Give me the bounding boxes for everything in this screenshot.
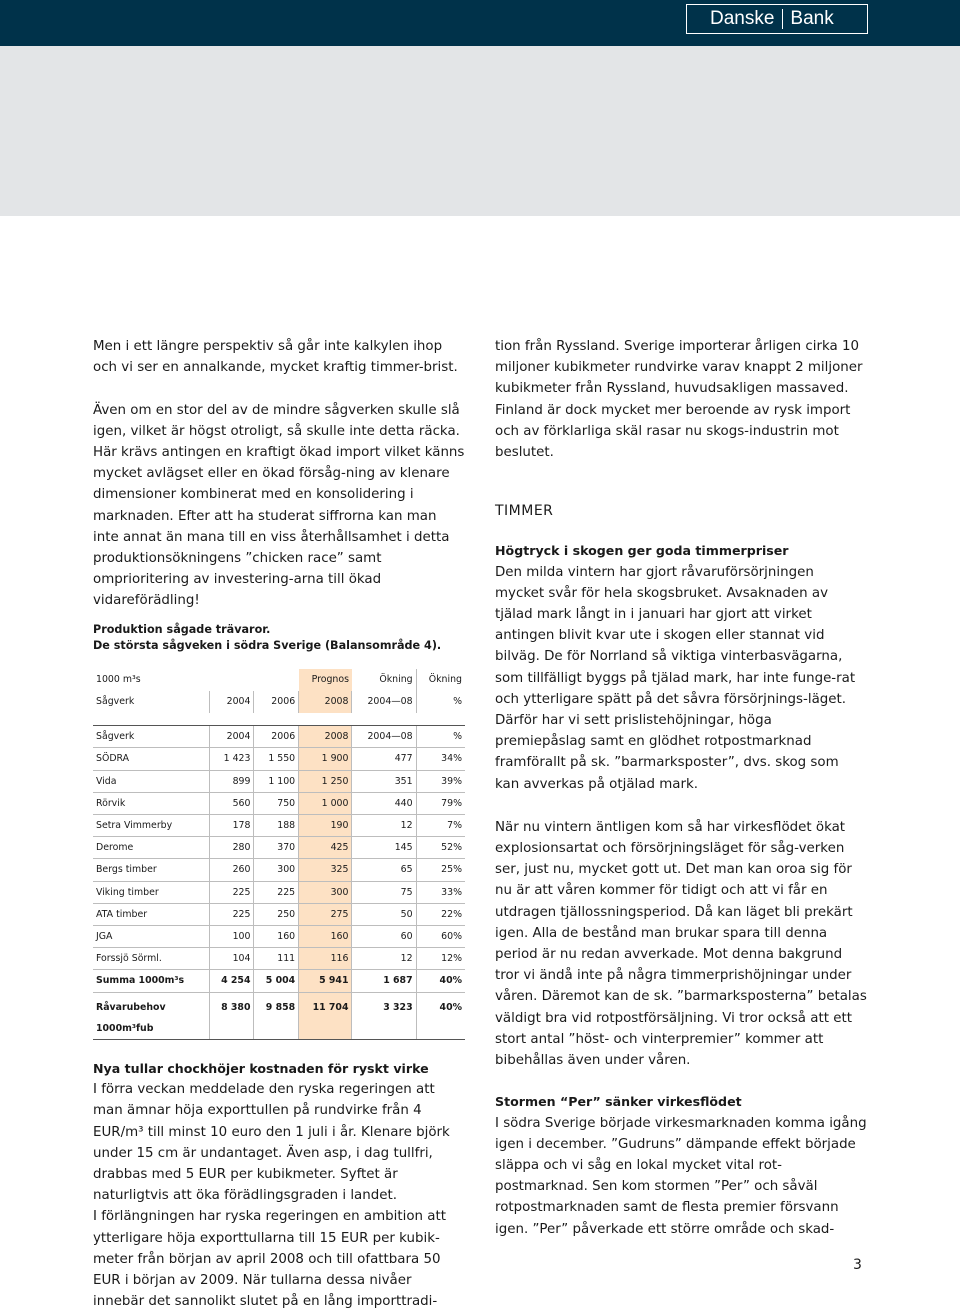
- left-paragraph-2: Även om en stor del av de mindre sågverken skulle slå igen, vilket är högst otroligt, så skulle inte detta räcka. Här krävs antingen en kraftigt ökad import vilket känns mycket avlägset eller en ökad försåg-ning av klenare dimensioner kombinerat med en konsolidering i marknaden. Efter att ha studerat siffrorna kan man inte annat än mana till en viss återhållsamhet i detta produktionsökningens ”chicken race” samt omprioritering av investering-arna till ökad vidareförädling!: [93, 402, 465, 609]
- head-2004: 2004: [209, 691, 254, 713]
- head-pct-top: Ökning: [416, 669, 465, 691]
- head-inc-top: Ökning: [379, 673, 413, 685]
- table-row: Vida 899 1 100 1 250 351 39%: [93, 770, 465, 792]
- right-paragraph-4: I södra Sverige började virkesmarknaden komma igång igen i december. ”Gudruns” dämpande effekt började släppa och vi såg en lokal mycket vital rot-postmarknad. Sen kom stormen ”Per” och såväl rotpostmarknaden samt de flesta premier försvann igen. ”Per” påverkade ett större område och skad-: [495, 1115, 867, 1237]
- head-sagverk: Sågverk: [96, 696, 135, 708]
- right-paragraph-1: tion från Ryssland. Sverige importerar årligen cirka 10 miljoner kubikmeter rundvirke varav knappt 2 miljoner kubikmeter från Ryssland, huvudsakligen massaved. Finland är dock mycket mer beroende av rysk import och av förklarliga skäl rasar nu skogs-industrin mot beslutet.: [495, 339, 863, 461]
- table-caption-2: De största sågveken i södra Sverige (Balansområde 4).: [93, 639, 442, 653]
- left-paragraph-4: I förlängningen har ryska regeringen en ambition att ytterligare höja exporttullarna till 15 EUR per kubik-meter från början av april 2008 och till ofattbara 50 EUR i början av 2009. När tullarna dessa nivåer innebär det sannolikt slutet på en lång importtradi-: [93, 1209, 446, 1310]
- logo-word-1: Danske: [710, 8, 775, 29]
- left-paragraph-3: I förra veckan meddelade den ryska regeringen att man ämnar höja exporttullen på rundvirke från 4 EUR/m³ till minst 10 euro den 1 juli i år. Klenare björk under 15 cm är undantaget. Även asp, i dag tullfri, drabbas med 5 EUR per kubikmeter. Syftet är naturligtvis att öka förädlingsgraden i landet.: [93, 1082, 450, 1204]
- raw-label-1: Råvarubehov: [96, 1001, 166, 1013]
- danske-bank-logo: [686, 4, 868, 34]
- table-row: SÖDRA 1 423 1 550 1 900 477 34%: [93, 748, 465, 770]
- right-paragraph-3: När nu vintern äntligen kom så har virkesflödet ökat explosionsartat och försörjningsläget för såg-verken ser, just nu, mycket gott ut. Det man kan oroa sig för nu är att våren kommer för tidigt och att vi får en utdragen tjällossningsperiod. Då kan läget bli prekärt igen. Alla de bestånd man brukar spara till denna period är nu redan avverkade. Mot denna bakgrund tror vi ändå inte på några timmerprishöjningar under våren. Däremot kan de sk. ”barmarksposterna” betalas väldigt bra vid rotpostförsäljning. Vi tror också att ett stort antal ”höst- och vinterpremier” kommer att bibehållas även under våren.: [495, 819, 867, 1069]
- table-sum-row: Summa 1000m³s 4 254 5 004 5 941 1 687 40%: [93, 970, 465, 992]
- table-row: Setra Vimmerby 178 188 190 12 7%: [93, 815, 465, 837]
- table-row: ATA timber 225 250 275 50 22%: [93, 903, 465, 925]
- logo-word-2: Bank: [790, 8, 834, 29]
- table-caption-1: Produktion sågade trävaror.: [93, 622, 271, 636]
- table-row: Derome 280 370 425 145 52%: [93, 837, 465, 859]
- section-heading-timmer: TIMMER: [495, 503, 554, 520]
- header-bar: [0, 0, 960, 46]
- right-paragraph-2: Den milda vintern har gjort råvaruförsörjningen mycket svår för hela skogsbruket. Avsaknaden av tjälad mark långt in i januari har gjort att virket antingen blivit kvar ute i skogen eller stannat vid bilväg. De för Norrland så viktiga vinterbasvägarna, som tillfälligt byggs på tjälad mark, har inte funge-rat och ytterligare spätt på det såvra försörjnings-läget. Därför har vi sett prislistehöjningar, höga premiepåslag samt en glödhet rotpostmarknad framförallt på sk. ”barmarksposter”, dvs. skog som kan avverkas på otjälad mark.: [495, 564, 856, 792]
- right-column: [495, 336, 867, 1240]
- table-row: Viking timber 225 225 300 75 33%: [93, 881, 465, 903]
- section-heading-tullar: Nya tullar chockhöjer kostnaden för ryskt virke: [93, 1061, 429, 1077]
- head-2008: 2008: [299, 691, 352, 713]
- raw-label-2: 1000m³fub: [96, 1022, 154, 1034]
- table-row: Rörvik 560 750 1 000 440 79%: [93, 792, 465, 814]
- head-prognos: Prognos: [299, 669, 352, 691]
- head-increase: 2004—08: [352, 691, 416, 713]
- subheading-hogtryck: Högtryck i skogen ger goda timmerpriser: [495, 543, 789, 559]
- header-photo-band: [0, 46, 960, 216]
- sawmill-production-table: [93, 669, 465, 1040]
- table-raw-material-row: Råvarubehov 1000m³fub 8 380 9 858 11 704 3 323 40%: [93, 992, 465, 1039]
- subheading-stormen-per: Stormen “Per” sänker virkesflödet: [495, 1094, 742, 1110]
- table-row: JGA 100 160 160 60 60%: [93, 926, 465, 948]
- head-unit: 1000 m³s: [96, 673, 141, 685]
- head-2006: 2006: [254, 691, 299, 713]
- page-number: 3: [853, 1257, 862, 1273]
- table-row: Bergs timber 260 300 325 65 25%: [93, 859, 465, 881]
- table-row: Sågverk 2004 2006 2008 2004—08 %: [93, 726, 465, 748]
- table-row: Forssjö Sörml. 104 111 116 12 12%: [93, 948, 465, 970]
- left-paragraph-1: Men i ett längre perspektiv så går inte kalkylen ihop och vi ser en annalkande, mycket kraftig timmer-brist.: [93, 339, 458, 376]
- head-percent: %: [416, 691, 465, 713]
- left-column: [93, 336, 465, 1313]
